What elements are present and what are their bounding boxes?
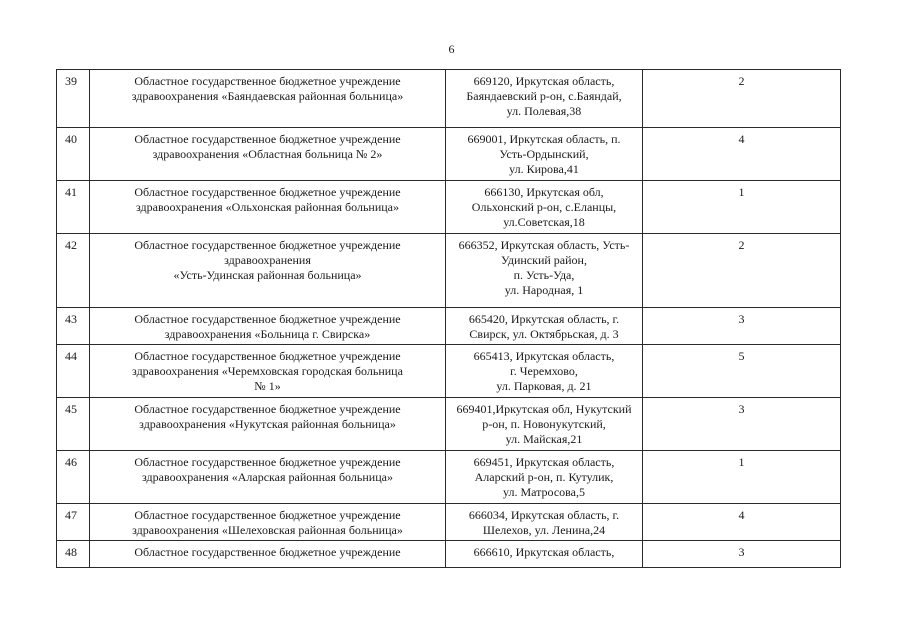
table-row bbox=[57, 504, 841, 541]
page-number: 6 bbox=[448, 42, 455, 56]
address-line: Баяндаевский р-он, с.Баяндай, bbox=[466, 89, 622, 103]
table-body bbox=[57, 70, 841, 568]
count-cell: 4 bbox=[643, 128, 841, 181]
institution-name-line: здравоохранения «Шелеховская районная больница» bbox=[132, 523, 403, 537]
row-number: 44 bbox=[57, 345, 90, 398]
address-line: 666130, Иркутская обл, bbox=[484, 185, 604, 199]
row-number: 47 bbox=[57, 504, 90, 541]
institution-name-cell bbox=[90, 128, 446, 181]
address-cell bbox=[446, 541, 643, 568]
count-cell: 2 bbox=[643, 234, 841, 308]
institution-name-line: Областное государственное бюджетное учреждение bbox=[134, 508, 401, 522]
institution-name-cell bbox=[90, 451, 446, 504]
address-line: 669451, Иркутская область, bbox=[473, 455, 615, 469]
table-row bbox=[57, 128, 841, 181]
institution-name-line: здравоохранения «Нукутская районная больница» bbox=[139, 417, 396, 431]
address-line: 669120, Иркутская область, bbox=[473, 74, 615, 88]
count-cell: 1 bbox=[643, 181, 841, 234]
institution-name-cell bbox=[90, 398, 446, 451]
row-number: 45 bbox=[57, 398, 90, 451]
institution-name-line: Областное государственное бюджетное учреждение bbox=[134, 349, 401, 363]
address-line: ул. Майская,21 bbox=[505, 432, 583, 446]
address-line: 669001, Иркутская область, п. bbox=[467, 132, 621, 146]
institution-name-line: Областное государственное бюджетное учреждение bbox=[134, 455, 401, 469]
address-line: Свирск, ул. Октябрьская, д. 3 bbox=[469, 327, 619, 341]
row-number: 48 bbox=[57, 541, 90, 568]
address-line: ул. Полевая,38 bbox=[506, 104, 582, 118]
institution-name-line: Областное государственное бюджетное учреждение bbox=[134, 238, 401, 252]
table-row bbox=[57, 398, 841, 451]
address-cell bbox=[446, 398, 643, 451]
institution-name-line: здравоохранения «Аларская районная больница» bbox=[142, 470, 393, 484]
address-line: Ольхонский р-он, с.Еланцы, bbox=[471, 200, 617, 214]
row-number: 43 bbox=[57, 308, 90, 345]
address-line: г. Черемхово, bbox=[510, 364, 578, 378]
count-cell: 5 bbox=[643, 345, 841, 398]
address-line: 665413, Иркутская область, bbox=[473, 349, 615, 363]
row-number: 39 bbox=[57, 70, 90, 128]
institution-name-line: здравоохранения «Больница г. Свирска» bbox=[164, 327, 371, 341]
address-line: ул.Советская,18 bbox=[503, 215, 585, 229]
address-cell bbox=[446, 308, 643, 345]
institution-name-line: «Усть-Удинская районная больница» bbox=[173, 268, 362, 282]
address-line: Усть-Ордынский, bbox=[499, 147, 589, 161]
institution-name-line: здравоохранения «Черемховская городская больница bbox=[132, 364, 403, 378]
table-row bbox=[57, 181, 841, 234]
address-cell bbox=[446, 181, 643, 234]
address-cell bbox=[446, 234, 643, 308]
address-cell bbox=[446, 345, 643, 398]
address-line: 669401,Иркутская обл, Нукутский bbox=[456, 402, 632, 416]
address-line: 666610, Иркутская область, bbox=[473, 545, 615, 559]
table-row bbox=[57, 541, 841, 568]
table-row bbox=[57, 70, 841, 128]
institution-name-line: здравоохранения «Областная больница № 2» bbox=[152, 147, 383, 161]
address-line: Шелехов, ул. Ленина,24 bbox=[482, 523, 606, 537]
address-line: 666352, Иркутская область, Усть- bbox=[458, 238, 630, 252]
hospital-registry-table bbox=[56, 69, 841, 568]
address-line: 666034, Иркутская область, г. bbox=[468, 508, 620, 522]
count-cell: 1 bbox=[643, 451, 841, 504]
institution-name-line: здравоохранения «Ольхонская районная больница» bbox=[135, 200, 400, 214]
institution-name-line: Областное государственное бюджетное учреждение bbox=[134, 545, 401, 559]
address-cell bbox=[446, 451, 643, 504]
institution-name-line: здравоохранения «Баяндаевская районная больница» bbox=[131, 89, 404, 103]
institution-name-line: № 1» bbox=[254, 379, 281, 393]
institution-name-line: Областное государственное бюджетное учреждение bbox=[134, 402, 401, 416]
institution-name-cell bbox=[90, 345, 446, 398]
table-row bbox=[57, 234, 841, 308]
row-number: 40 bbox=[57, 128, 90, 181]
address-line: р-он, п. Новонукутский, bbox=[482, 417, 606, 431]
institution-name-line: Областное государственное бюджетное учреждение bbox=[134, 74, 401, 88]
institution-name-line: здравоохранения bbox=[224, 253, 311, 267]
institution-name-cell bbox=[90, 234, 446, 308]
address-line: Удинский район, bbox=[501, 253, 587, 267]
row-number: 46 bbox=[57, 451, 90, 504]
address-line: Аларский р-он, п. Кутулик, bbox=[474, 470, 614, 484]
address-line: 665420, Иркутская область, г. bbox=[468, 312, 620, 326]
address-cell bbox=[446, 504, 643, 541]
table-row bbox=[57, 345, 841, 398]
address-line: ул. Народная, 1 bbox=[504, 283, 584, 297]
institution-name-line: Областное государственное бюджетное учреждение bbox=[134, 185, 401, 199]
count-cell: 3 bbox=[643, 308, 841, 345]
institution-name-line: Областное государственное бюджетное учреждение bbox=[134, 312, 401, 326]
institution-name-cell bbox=[90, 181, 446, 234]
table-row bbox=[57, 308, 841, 345]
address-cell bbox=[446, 70, 643, 128]
count-cell: 2 bbox=[643, 70, 841, 128]
address-line: ул. Парковая, д. 21 bbox=[496, 379, 592, 393]
institution-name-line: Областное государственное бюджетное учреждение bbox=[134, 132, 401, 146]
address-line: п. Усть-Уда, bbox=[513, 268, 575, 282]
row-number: 42 bbox=[57, 234, 90, 308]
row-number: 41 bbox=[57, 181, 90, 234]
institution-name-cell bbox=[90, 70, 446, 128]
count-cell: 3 bbox=[643, 541, 841, 568]
count-cell: 3 bbox=[643, 398, 841, 451]
address-cell bbox=[446, 128, 643, 181]
count-cell: 4 bbox=[643, 504, 841, 541]
institution-name-cell bbox=[90, 541, 446, 568]
institution-name-cell bbox=[90, 504, 446, 541]
institution-name-cell bbox=[90, 308, 446, 345]
table-row bbox=[57, 451, 841, 504]
address-line: ул. Кирова,41 bbox=[509, 162, 579, 176]
address-line: ул. Матросова,5 bbox=[503, 485, 585, 499]
